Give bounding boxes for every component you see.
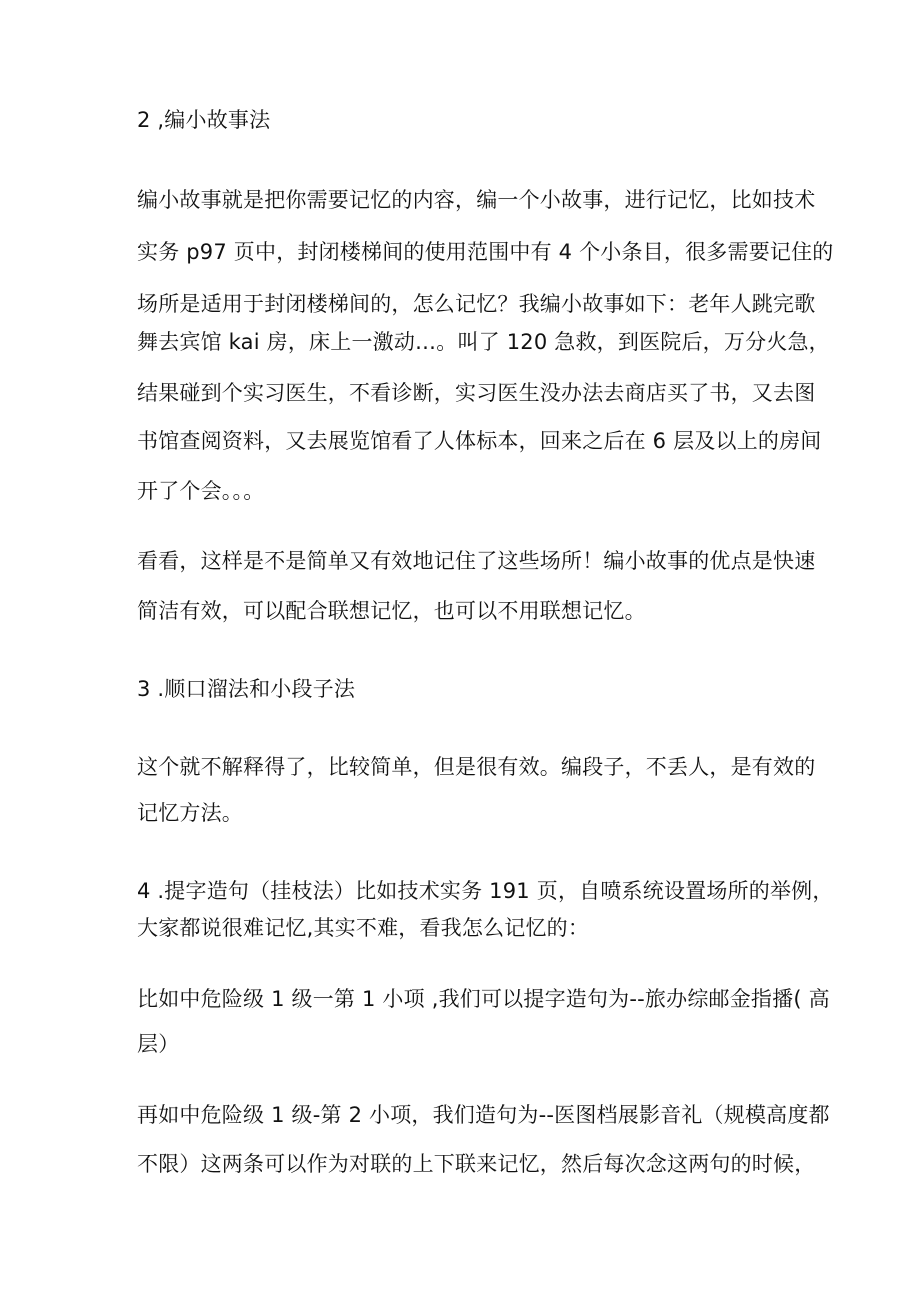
section-3-heading: 3 .顺口溜法和小段子法 xyxy=(137,677,356,701)
section-4-paragraph-2-line-2: 层） xyxy=(137,1032,180,1056)
section-2-heading: 2 ,编小故事法 xyxy=(137,108,271,132)
section-2-paragraph-2-line-2: 简洁有效，可以配合联想记忆，也可以不用联想记忆。 xyxy=(137,599,646,623)
section-2-paragraph-1-line-3: 场所是适用于封闭楼梯间的，怎么记忆？我编小故事如下：老年人跳完歌 xyxy=(137,292,816,316)
section-2-paragraph-1-line-5: 结果碰到个实习医生，不看诊断，实习医生没办法去商店买了书，又去图 xyxy=(137,381,816,405)
section-3-paragraph-1-line-2: 记忆方法。 xyxy=(137,801,243,825)
section-2-paragraph-1-line-2: 实务 p97 页中，封闭楼梯间的使用范围中有 4 个小条目，很多需要记住的 xyxy=(137,240,834,264)
section-4-paragraph-1-line-2: 大家都说很难记忆,其实不难，看我怎么记忆的： xyxy=(137,916,590,940)
section-2-paragraph-1-line-7: 开了个会。。。 xyxy=(137,479,265,503)
section-4-paragraph-3-line-2: 不限）这两条可以作为对联的上下联来记忆，然后每次念这两句的时候， xyxy=(137,1152,816,1176)
section-2-paragraph-2-line-1: 看看，这样是不是简单又有效地记住了这些场所！编小故事的优点是快速 xyxy=(137,549,816,573)
section-4-paragraph-1-line-1: 4 .提字造句（挂枝法）比如技术实务 191 页，自喷系统设置场所的举例， xyxy=(137,879,834,903)
section-2-paragraph-1-line-1: 编小故事就是把你需要记忆的内容，编一个小故事，进行记忆，比如技术 xyxy=(137,188,816,212)
section-2-paragraph-1-line-4: 舞去宾馆 kai 房，床上一激动…。叫了 120 急救，到医院后，万分火急， xyxy=(137,330,830,354)
section-2-paragraph-1-line-6: 书馆查阅资料，又去展览馆看了人体标本，回来之后在 6 层及以上的房间 xyxy=(137,429,822,453)
section-3-paragraph-1-line-1: 这个就不解释得了，比较简单，但是很有效。编段子，不丢人，是有效的 xyxy=(137,755,816,779)
section-4-paragraph-2-line-1: 比如中危险级 1 级一第 1 小项 ,我们可以提字造句为--旅办综邮金指播( 高 xyxy=(137,987,830,1011)
section-4-paragraph-3-line-1: 再如中危险级 1 级-第 2 小项，我们造句为--医图档展影音礼（规模高度都 xyxy=(137,1103,830,1127)
